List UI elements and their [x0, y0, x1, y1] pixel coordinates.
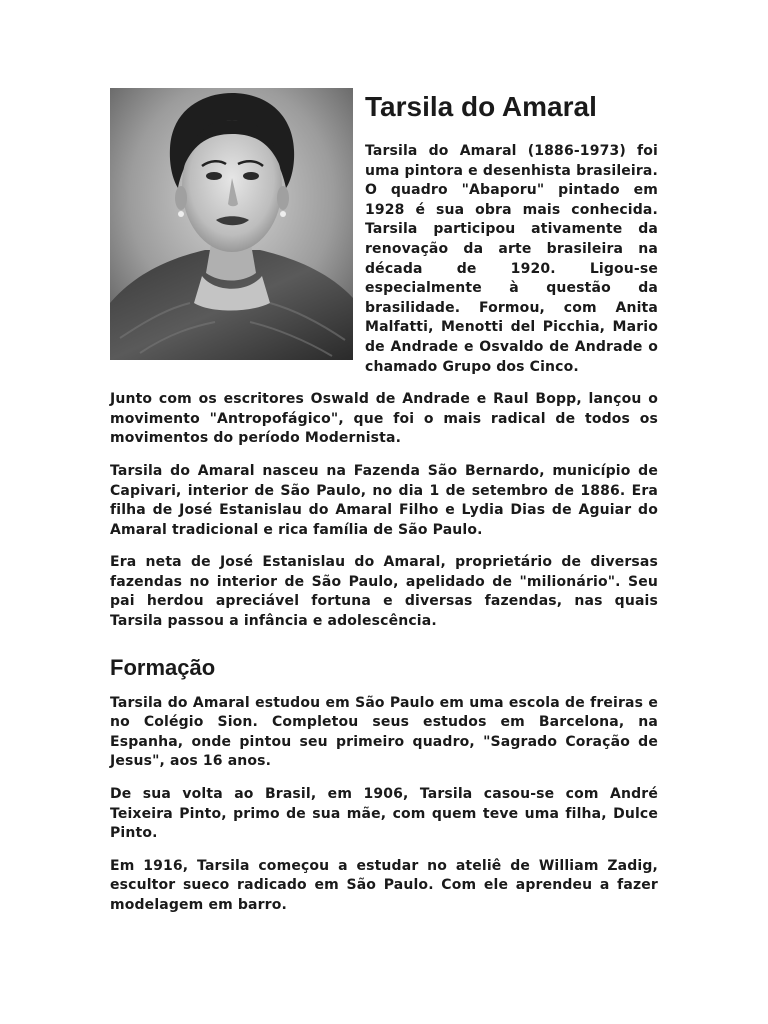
section-heading: Formação: [110, 654, 216, 680]
page-title: Tarsila do Amaral: [365, 91, 597, 122]
intro-paragraph: Tarsila do Amaral (1886-1973) foi uma pintora e desenhista brasileira. O quadro "Abaporu" pintado em 1928 é sua obra mais conhecida. Tarsila participou ativamente da renovação da arte brasileira na década de 1920. Ligou-se especialmente à questão da brasilidade. Formou, com Anita Malfatti, Menotti del Picchia, Mario de Andrade e Osvaldo de Andrade o chamado Grupo dos Cinco.: [365, 143, 658, 375]
paragraph: Tarsila do Amaral nasceu na Fazenda São Bernardo, município de Capivari, interior de São Paulo, no dia 1 de setembro de 1886. Era filha de José Estanislau do Amaral Filho e Lydia Dias de Aguiar do Amaral tradicional e rica família de São Paulo.: [110, 462, 658, 538]
paragraph: Tarsila do Amaral estudou em São Paulo em uma escola de freiras e no Colégio Sion. Completou seus estudos em Barcelona, na Espanha, onde pintou seu primeiro quadro, "Sagrado Coração de Jesus", aos 16 anos.: [110, 694, 658, 770]
paragraph: De sua volta ao Brasil, em 1906, Tarsila casou-se com André Teixeira Pinto, primo de sua mãe, com quem teve uma filha, Dulce Pinto.: [110, 786, 658, 842]
portrait-photo-icon: [110, 88, 353, 360]
paragraph: Em 1916, Tarsila começou a estudar no ateliê de William Zadig, escultor sueco radicado em São Paulo. Com ele aprendeu a fazer modelagem em barro.: [110, 857, 658, 913]
document-page: [110, 84, 658, 929]
portrait-image: [110, 88, 353, 360]
paragraph: Junto com os escritores Oswald de Andrade e Raul Bopp, lançou o movimento "Antropofágico", que foi o mais radical de todos os movimentos do período Modernista.: [110, 391, 658, 447]
paragraph: Era neta de José Estanislau do Amaral, proprietário de diversas fazendas no interior de São Paulo, apelidado de "milionário". Seu pai herdou apreciável fortuna e diversas fazendas, nas quais Tarsila passou a infância e adolescência.: [110, 554, 658, 630]
